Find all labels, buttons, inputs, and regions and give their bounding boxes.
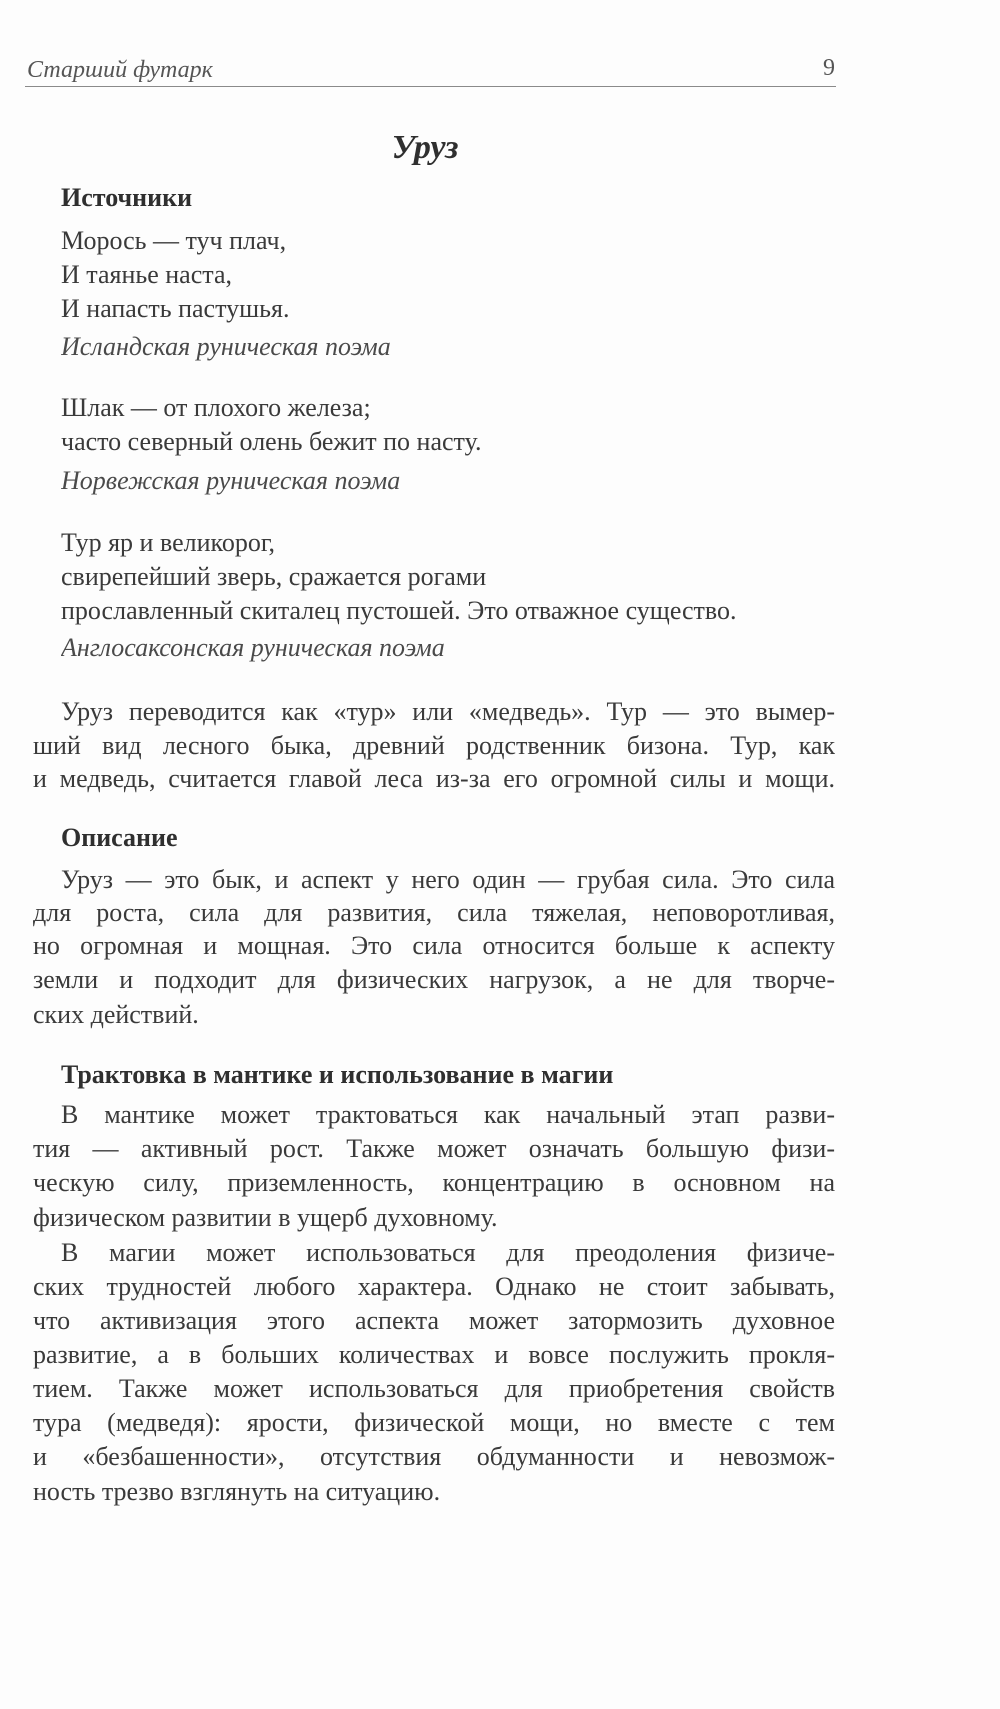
paragraph-line: развитие, а в больших количествах и вовсе послужить прокля- [33,1340,835,1369]
page-number: 9 [823,55,835,81]
interpretation-heading: Трактовка в мантике и использование в магии [61,1060,614,1089]
paragraph-line: что активизация этого аспекта может затормозить духовное [33,1306,835,1335]
paragraph-line: В мантике может трактоваться как начальный этап разви- [61,1100,835,1129]
poem-attribution: Исландская руническая поэма [61,332,391,361]
chapter-title: Уруз [391,129,459,166]
paragraph-line: ность трезво взглянуть на ситуацию. [33,1477,441,1506]
paragraph-line: и «безбашенности», отсутствия обдуманности и невозмож- [33,1442,835,1471]
header-rule [25,86,836,87]
poem-line: Морось — туч плач, [61,226,287,255]
paragraph-line: для роста, сила для развития, сила тяжелая, неповоротливая, [33,898,835,927]
poem-line: Шлак — от плохого железа; [61,393,371,422]
paragraph-line: ских действий. [33,1000,199,1029]
paragraph-line: ских трудностей любого характера. Однако не стоит забывать, [33,1272,835,1301]
paragraph-line: Уруз — это бык, и аспект у него один — грубая сила. Это сила [61,865,835,894]
paragraph-line: тия — активный рост. Также может означать большую физи- [33,1134,835,1163]
paragraph-line: земли и подходит для физических нагрузок, а не для творче- [33,965,835,994]
running-title: Старший футарк [27,57,213,83]
poem-line: И напасть пастушья. [61,294,290,323]
paragraph-line: и медведь, считается главой леса из-за его огромной силы и мощи. [33,764,835,793]
paragraph-line: ческую силу, приземленность, концентрацию в основном на [33,1168,835,1197]
poem-line: Тур яр и великорог, [61,528,276,557]
paragraph-line: тура (медведя): ярости, физической мощи, но вместе с тем [33,1408,835,1437]
poem-line: И таянье наста, [61,260,232,289]
poem-attribution: Англосаксонская руническая поэма [61,633,445,662]
poem-attribution: Норвежская руническая поэма [61,466,401,495]
poem-line: свирепейший зверь, сражается рогами [61,562,487,591]
paragraph-line: В магии может использоваться для преодоления физиче- [61,1238,835,1267]
paragraph-line: физическом развитии в ущерб духовному. [33,1203,498,1232]
paragraph-line: но огромная и мощная. Это сила относится больше к аспекту [33,931,835,960]
poem-line: прославленный скиталец пустошей. Это отважное существо. [61,596,737,625]
sources-heading: Источники [61,183,193,212]
description-heading: Описание [61,823,178,852]
paragraph-line: тием. Также может использоваться для приобретения свойств [33,1374,835,1403]
paragraph-line: ший вид лесного быка, древний родственник бизона. Тур, как [33,731,835,760]
poem-line: часто северный олень бежит по насту. [61,427,482,456]
paragraph-line: Уруз переводится как «тур» или «медведь». Тур — это вымер- [61,697,835,726]
